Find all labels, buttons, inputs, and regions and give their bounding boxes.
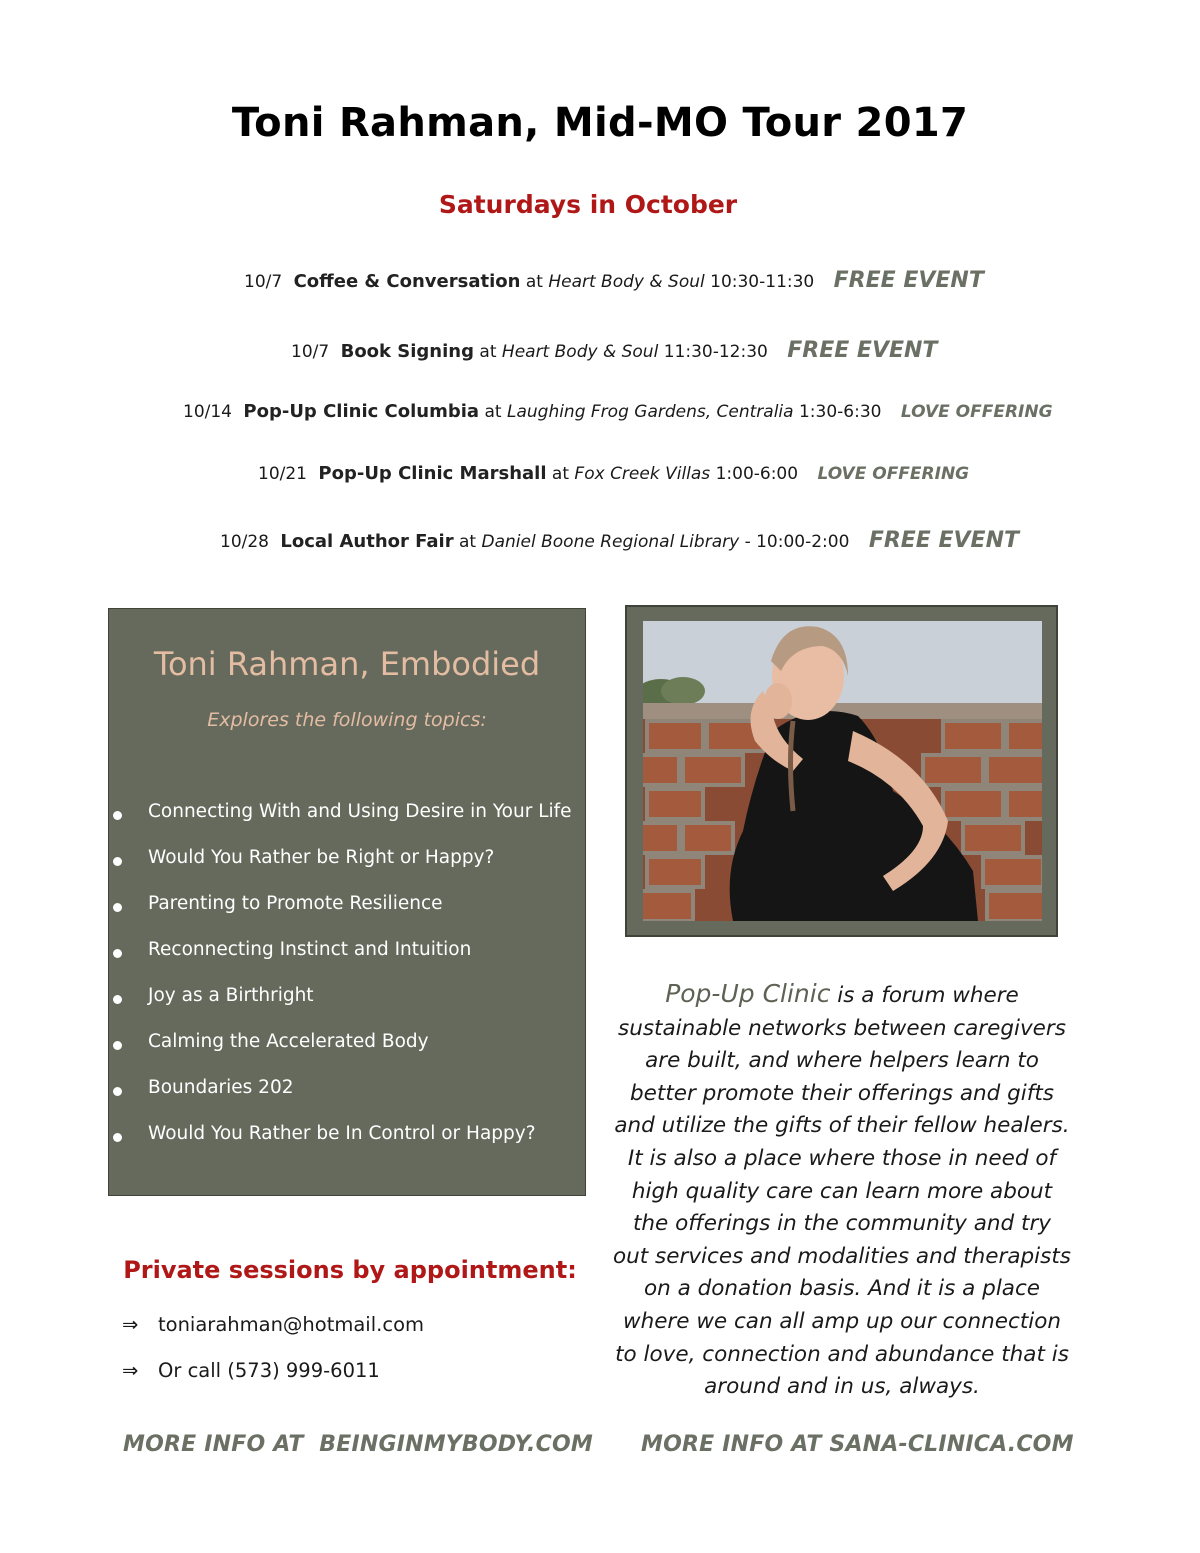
clinic-description bbox=[612, 978, 1072, 1404]
event-name: Pop-Up Clinic Marshall bbox=[318, 463, 547, 484]
clinic-name: Pop-Up Clinic bbox=[665, 979, 831, 1008]
contact-email-row bbox=[122, 1313, 424, 1336]
topics-heading: Toni Rahman, Embodied bbox=[153, 645, 541, 683]
event-time: 11:30-12:30 bbox=[663, 342, 768, 362]
event-at: at bbox=[551, 464, 570, 484]
event-date: 10/21 bbox=[258, 464, 307, 484]
event-row bbox=[258, 463, 969, 484]
event-time: 10:30-11:30 bbox=[710, 272, 815, 292]
event-at: at bbox=[459, 532, 477, 552]
event-date: 10/7 bbox=[291, 342, 330, 362]
event-at: at bbox=[484, 402, 502, 422]
event-row bbox=[244, 268, 984, 293]
photo-frame bbox=[625, 605, 1058, 937]
private-sessions-heading: Private sessions by appointment: bbox=[123, 1256, 577, 1284]
bullet-icon bbox=[113, 811, 122, 820]
event-date: 10/28 bbox=[220, 532, 269, 552]
event-row bbox=[291, 338, 937, 363]
bullet-icon bbox=[113, 857, 122, 866]
bullet-icon bbox=[113, 995, 122, 1004]
contact-phone[interactable]: Or call (573) 999-6011 bbox=[158, 1359, 380, 1382]
event-venue: Heart Body & Soul bbox=[501, 342, 659, 362]
footer-link-sana-clinica[interactable]: MORE INFO AT SANA-CLINICA.COM bbox=[641, 1432, 1074, 1457]
page-title: Toni Rahman, Mid-MO Tour 2017 bbox=[231, 100, 969, 146]
event-price: FREE EVENT bbox=[868, 528, 1019, 553]
event-price: LOVE OFFERING bbox=[900, 402, 1053, 422]
event-venue: Laughing Frog Gardens, Centralia bbox=[506, 402, 794, 422]
bullet-icon bbox=[113, 1041, 122, 1050]
arrow-icon: ⇒ bbox=[122, 1359, 139, 1382]
event-time: - 10:00-2:00 bbox=[744, 532, 850, 552]
event-at: at bbox=[525, 272, 543, 292]
event-venue: Daniel Boone Regional Library bbox=[481, 532, 740, 552]
event-row bbox=[183, 401, 1053, 422]
contact-email[interactable]: toniarahman@hotmail.com bbox=[158, 1313, 424, 1336]
bullet-icon bbox=[113, 903, 122, 912]
bullet-icon bbox=[113, 1133, 122, 1142]
arrow-icon: ⇒ bbox=[122, 1313, 139, 1336]
event-time: 1:00-6:00 bbox=[715, 464, 799, 484]
page-subtitle: Saturdays in October bbox=[438, 190, 738, 219]
event-venue: Fox Creek Villas bbox=[574, 464, 711, 484]
event-name: Pop-Up Clinic Columbia bbox=[243, 401, 480, 422]
event-price: LOVE OFFERING bbox=[817, 464, 970, 484]
clinic-description-text: is a forum where sustainable networks between caregivers are built, and where helpers learn to better promote their offerings and gifts and utilize the gifts of their fellow healers. It is also a place where those in need of high quality care can learn more about the offerings in the community and try out services and modalities and therapists on a donation basis. And it is a place where we can all amp up our connection to love, connection and abundance that is around and in us, always. bbox=[613, 983, 1071, 1400]
footer-link-beinginmybody[interactable]: MORE INFO AT BEINGINMYBODY.COM bbox=[123, 1432, 593, 1457]
event-time: 1:30-6:30 bbox=[798, 402, 882, 422]
event-at: at bbox=[479, 342, 497, 362]
topics-subheading: Explores the following topics: bbox=[207, 709, 487, 731]
portrait-photo bbox=[643, 621, 1042, 921]
event-date: 10/7 bbox=[244, 272, 283, 292]
event-price: FREE EVENT bbox=[787, 338, 938, 363]
bullet-icon bbox=[113, 949, 122, 958]
bullet-icon bbox=[113, 1087, 122, 1096]
event-name: Book Signing bbox=[340, 341, 474, 362]
event-name: Coffee & Conversation bbox=[293, 271, 521, 292]
topics-panel: Toni Rahman, Embodied Explores the following topics: Connecting With and Using Desire in Your Life Would You Rather be Right or Happy? Parenting to Promote Resilience Reconnecting Instinct and Intuition Joy as a Birthright Calming the Accelerated Body Boundaries 202 Would You Rather be In Control or Happy? bbox=[108, 608, 586, 1196]
event-venue: Heart Body & Soul bbox=[548, 272, 705, 292]
contact-phone-row bbox=[122, 1359, 380, 1382]
event-date: 10/14 bbox=[183, 402, 232, 422]
event-name: Local Author Fair bbox=[280, 531, 454, 552]
event-price: FREE EVENT bbox=[833, 268, 984, 293]
event-row bbox=[220, 528, 1019, 553]
